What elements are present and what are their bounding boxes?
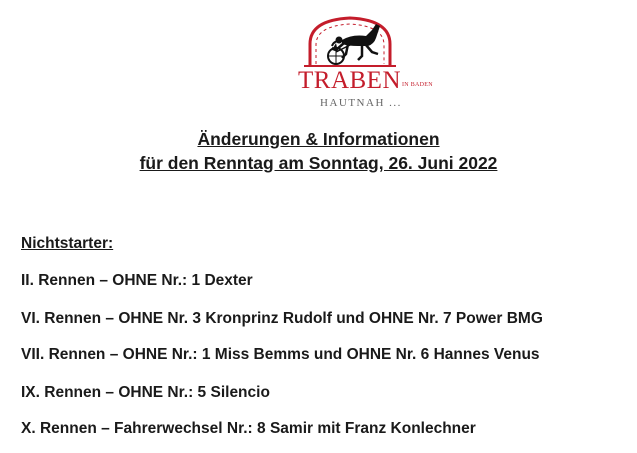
logo: [292, 10, 433, 110]
logo-brand-small: IN BADEN: [402, 82, 433, 88]
list-item: VII. Rennen – OHNE Nr.: 1 Miss Bemms und OHNE Nr. 6 Hannes Venus: [21, 346, 540, 363]
list-item: X. Rennen – Fahrerwechsel Nr.: 8 Samir mit Franz Konlechner: [21, 420, 476, 437]
title-line-1: Änderungen & Informationen: [197, 129, 440, 149]
list-item: VI. Rennen – OHNE Nr. 3 Kronprinz Rudolf und OHNE Nr. 7 Power BMG: [21, 310, 543, 327]
page-title: [0, 127, 637, 175]
logo-brand: [298, 68, 433, 93]
section-heading-nichtstarter: Nichtstarter:: [21, 235, 114, 252]
logo-subtitle: HAUTNAH ...: [320, 97, 402, 109]
trotter-horse-icon: [292, 10, 412, 72]
logo-brand-main: TRABEN: [298, 67, 401, 94]
list-item: II. Rennen – OHNE Nr.: 1 Dexter: [21, 272, 253, 289]
list-item: IX. Rennen – OHNE Nr.: 5 Silencio: [21, 384, 270, 401]
title-line-2: für den Renntag am Sonntag, 26. Juni 2022: [139, 153, 498, 173]
